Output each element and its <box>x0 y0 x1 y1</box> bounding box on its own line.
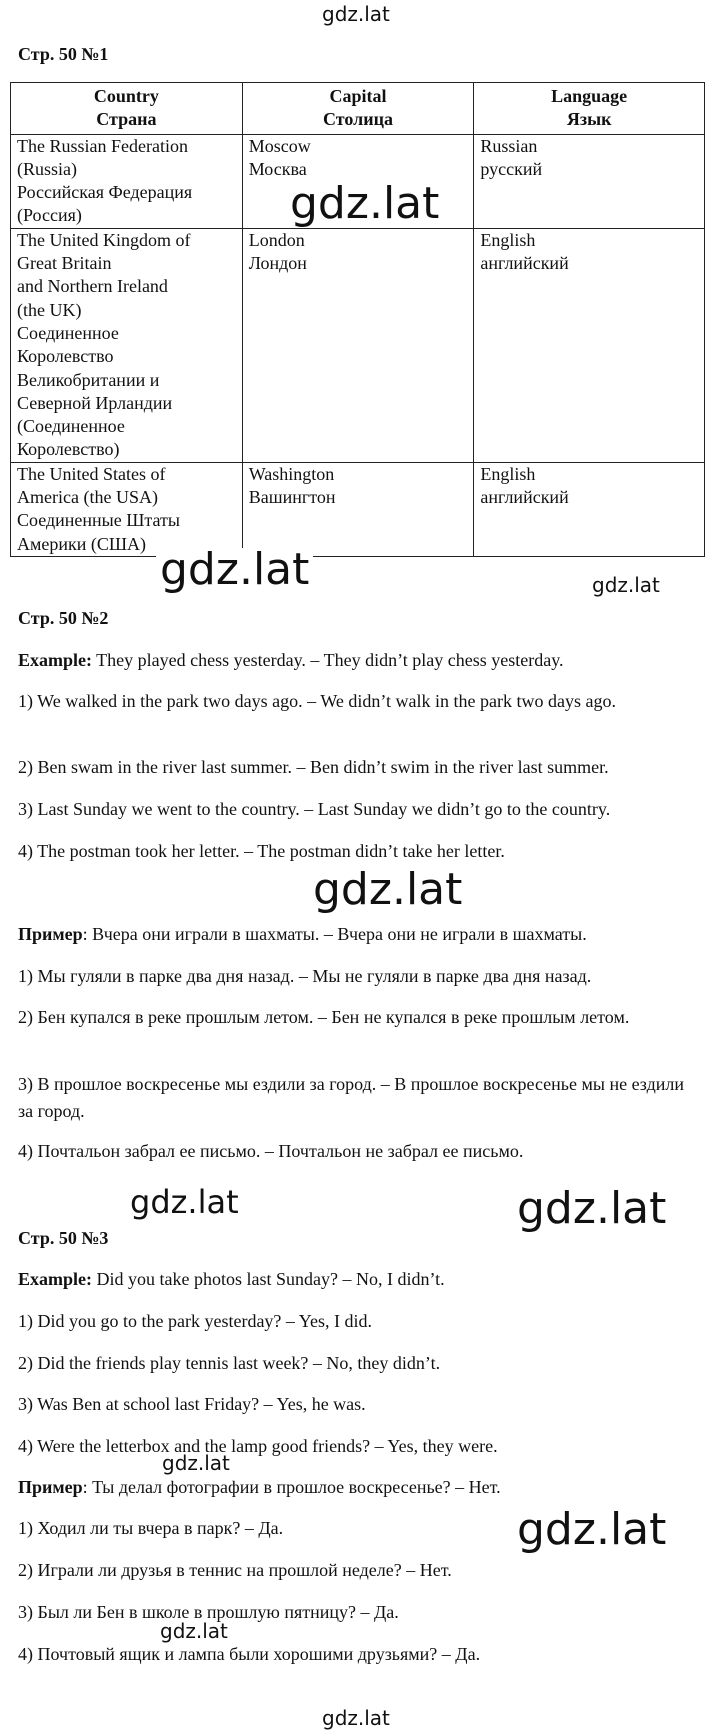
cell-capital: London Лондон <box>242 228 474 462</box>
list-item: 1) We walked in the park two days ago. – We didn’t walk in the park two days ago. <box>18 691 616 711</box>
list-item: 2) Играли ли друзья в теннис на прошлой неделе? – Нет. <box>18 1560 452 1580</box>
ex2-heading: Стр. 50 №2 <box>18 608 109 628</box>
list-item: 4) Почтальон забрал ее письмо. – Почтальон не забрал ее письмо. <box>18 1141 524 1161</box>
table-header-row <box>11 83 705 135</box>
cell-capital: Moscow Москва <box>242 134 474 228</box>
list-item: 3) Was Ben at school last Friday? – Yes, he was. <box>18 1394 366 1414</box>
watermark-after-table-large: gdz.lat <box>156 548 313 592</box>
watermark-after-table-small: gdz.lat <box>592 573 660 597</box>
list-item: 4) The postman took her letter. – The postman didn’t take her letter. <box>18 841 505 861</box>
ex3-heading: Стр. 50 №3 <box>18 1228 109 1248</box>
list-item: 4) Почтовый ящик и лампа были хорошими друзьями? – Да. <box>18 1644 481 1664</box>
ex3-example <box>18 1266 703 1293</box>
list-item: 1) Мы гуляли в парке два дня назад. – Мы не гуляли в парке два дня назад. <box>18 966 592 986</box>
ex2-ru-example-text: : Вчера они играли в шахматы. – Вчера они не играли в шахматы. <box>82 924 587 944</box>
header-country: Country Страна <box>11 83 243 135</box>
header-language: Language Язык <box>474 83 705 135</box>
list-item: 1) Did you go to the park yesterday? – Yes, I did. <box>18 1311 372 1331</box>
countries-table <box>10 82 705 557</box>
list-item: 3) В прошлое воскресенье мы ездили за город. – В прошлое воскресенье мы не ездили за город. <box>18 1074 684 1121</box>
watermark-ex3-mid-large: gdz.lat <box>513 1508 670 1552</box>
cell-capital: Washington Вашингтон <box>242 462 474 556</box>
cell-language: English английский <box>474 228 705 462</box>
list-item: 4) Were the letterbox and the lamp good friends? – Yes, they were. <box>18 1436 498 1456</box>
ex2-example-text: They played chess yesterday. – They didn’t play chess yesterday. <box>92 650 564 670</box>
ex3-example-label: Example: <box>18 1269 92 1289</box>
list-item: 3) Last Sunday we went to the country. – Last Sunday we didn’t go to the country. <box>18 799 611 819</box>
list-item: 2) Бен купался в реке прошлым летом. – Бен не купался в реке прошлым летом. <box>18 1007 630 1027</box>
ex3-ru-example <box>18 1474 703 1501</box>
watermark-ex3-right: gdz.lat <box>513 1187 670 1231</box>
ex2-example-label: Example: <box>18 650 92 670</box>
cell-language: Russian русский <box>474 134 705 228</box>
table-row <box>11 228 705 462</box>
cell-country: The United Kingdom of Great Britain and Northern Ireland (the UK) Соединенное Королевство Великобритании и Северной Ирландии (Соединенное Королевство) <box>11 228 243 462</box>
list-item: 3) Был ли Бен в школе в прошлую пятницу? – Да. <box>18 1602 399 1622</box>
watermark-ex3-mid-small: gdz.lat <box>162 1451 230 1475</box>
table-row <box>11 462 705 556</box>
watermark-table: gdz.lat <box>286 182 443 226</box>
cell-country: The Russian Federation (Russia) Российская Федерация (Россия) <box>11 134 243 228</box>
header-capital: Capital Столица <box>242 83 474 135</box>
cell-language: English английский <box>474 462 705 556</box>
list-item: 1) Ходил ли ты вчера в парк? – Да. <box>18 1518 284 1538</box>
watermark-ex3-bottom-small: gdz.lat <box>160 1619 228 1643</box>
cell-country: The United States of America (the USA) Соединенные Штаты Америки (США) <box>11 462 243 556</box>
ex3-ru-example-text: : Ты делал фотографии в прошлое воскресенье? – Нет. <box>82 1477 501 1497</box>
ex2-ru-example <box>18 921 703 948</box>
ex3-example-text: Did you take photos last Sunday? – No, I didn’t. <box>92 1269 445 1289</box>
watermark-top: gdz.lat <box>322 2 390 26</box>
watermark-ex3-left: gdz.lat <box>130 1183 239 1221</box>
ex3-ru-example-label: Пример <box>18 1477 83 1497</box>
watermark-bottom: gdz.lat <box>322 1706 390 1730</box>
watermark-ex2: gdz.lat <box>309 868 466 912</box>
list-item: 2) Ben swam in the river last summer. – Ben didn’t swim in the river last summer. <box>18 757 609 777</box>
list-item: 2) Did the friends play tennis last week? – No, they didn’t. <box>18 1353 441 1373</box>
ex2-example <box>18 647 703 674</box>
ex2-ru-example-label: Пример <box>18 924 83 944</box>
ex1-heading: Стр. 50 №1 <box>18 44 109 64</box>
